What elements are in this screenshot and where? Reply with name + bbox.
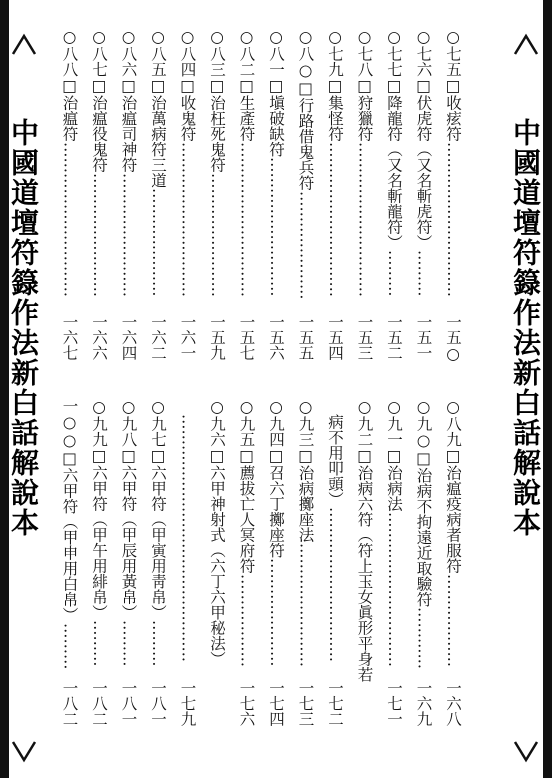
square-marker-icon: □ [60,77,79,95]
leader-dots: ………………………… [178,141,197,297]
chevron-ornament-icon [512,30,540,58]
leader-dots: ………………………………………… [178,414,197,662]
toc-entry [354,398,376,682]
toc-entry-number: ○八四 [178,28,197,77]
toc-entry [118,28,140,297]
toc-entry-title: 治病不拘遠近取驗符 [414,467,433,607]
toc-entry-title: 行路借鬼兵符 [296,97,315,191]
toc-entry [265,28,287,297]
toc-entry-number: ○七九 [326,28,344,77]
toc-page-number: 一五三 [355,314,374,361]
toc-entry-number: ○八三 [208,28,226,77]
leader-dots: ………………………… [326,507,344,662]
toc-page-number: 一六七 [60,314,79,361]
right-border-bar [543,0,552,778]
toc-entry-number: ○九九 [90,398,108,447]
square-marker-icon: □ [355,447,374,465]
toc-entry-number: ○七八 [355,28,374,77]
toc-entry-number: ○八○ [296,28,315,80]
toc-page-number: 一八二 [60,680,79,727]
square-marker-icon: □ [385,77,403,95]
toc-entry [413,28,435,297]
leader-dots: ………………………… [60,141,79,297]
leader-dots: …………………… [119,172,138,297]
chevron-ornament-icon [512,738,540,766]
toc-entry [324,28,346,297]
square-marker-icon: □ [267,77,285,95]
toc-entry-number: ○八六 [119,28,138,77]
toc-entry-title: 治萬病符三道 [149,95,167,188]
toc-page-number: 一八一 [149,680,167,727]
leader-dots: ………………………… [237,141,256,297]
toc-page-number: 一七六 [237,680,256,727]
toc-page-number: 一五七 [237,314,256,361]
toc-entry-number: ○八八 [60,28,79,77]
square-marker-icon: □ [208,77,226,95]
toc-entry-title: 生產符 [237,95,256,142]
toc-entry [59,28,81,297]
toc-entry-number: ○九六 [208,398,226,447]
toc-page-number: 一七四 [267,680,285,727]
toc-entry-number: ○八九 [444,398,462,447]
toc-entry-title: 治瘟司神符 [119,95,138,173]
square-marker-icon: □ [90,77,108,95]
toc-entry-number: ○九五 [237,398,256,447]
leader-dots: ……… [60,622,79,669]
leader-dots: ………………………… [326,141,344,297]
toc-entry-number: ○八二 [237,28,256,77]
toc-entry-title: 治病法 [385,465,403,512]
toc-entry [147,28,169,297]
leader-dots: …………………… [90,172,108,297]
toc-entry-number: ○七六 [414,28,433,77]
leader-dots: …………………… [296,542,315,667]
toc-page-number: 一八一 [119,680,138,727]
toc-entry [324,414,346,662]
toc-page-number: 一六九 [414,680,433,727]
toc-page-number: 一五○ [444,314,462,363]
toc-entry-title: 治病六符（符上玉女眞形平身若 [355,465,374,682]
toc-entry-title: 集怪符 [326,95,344,142]
toc-page-number: 一六二 [149,314,167,361]
toc-page-number: 一五四 [326,314,344,361]
square-marker-icon: □ [119,77,138,95]
toc-entry [236,398,258,667]
leader-dots: ………………… [296,190,315,299]
square-marker-icon: □ [444,447,462,465]
leader-dots: ………………………… [444,141,462,297]
toc-entry-title: 塡破缺符 [267,95,285,157]
toc-entry-title: 收痃符 [444,95,462,142]
square-marker-icon: □ [385,447,403,465]
toc-page-number: 一五九 [208,314,226,361]
toc-entry [206,398,228,667]
toc-page-number: 一七九 [178,680,197,727]
toc-entry-title: 伏虎符（又名斬虎符） [414,95,433,250]
square-marker-icon: □ [414,449,433,468]
toc-entry-title: 病不用叩頭） [326,414,344,507]
toc-entry-title: 六甲符（甲申用白帛） [60,467,79,623]
toc-page-number: 一七三 [296,680,315,727]
toc-entry [177,28,199,297]
toc-entry-number: ○七七 [385,28,403,77]
toc-entry [88,398,110,667]
toc-entry [177,414,199,662]
toc-entry-number: ○九三 [296,398,315,447]
toc-entry [383,398,405,667]
toc-page-number: 一七一 [385,680,403,727]
leader-dots: …………………… [208,172,226,297]
toc-entry [383,28,405,297]
leader-dots: ……… [119,620,138,667]
toc-entry [59,398,81,669]
square-marker-icon: □ [178,77,197,95]
square-marker-icon: □ [149,447,167,465]
leader-dots: ……… [414,250,433,297]
leader-dots: ………………………… [355,141,374,297]
toc-page-number: 一六一 [178,314,197,361]
toc-entry-number: ○八七 [90,28,108,77]
toc-page-number: 一五六 [267,314,285,361]
chevron-ornament-icon [10,30,38,58]
book-title-left: 中國道壇符籙作法新白話解說本 [7,118,40,538]
toc-entry-number: ○九八 [119,398,138,447]
toc-entry-number: ○九一 [385,398,403,447]
toc-entry [88,28,110,297]
toc-entry [206,28,228,297]
toc-entry-title: 治瘟役鬼符 [90,95,108,173]
square-marker-icon: □ [296,79,315,98]
leader-dots: ………………… [149,188,167,297]
toc-page-number: 一五一 [414,314,433,361]
leader-dots: ……… [90,620,108,667]
toc-page-number: 一七二 [326,680,344,727]
toc-entry-number: ○七五 [444,28,462,77]
toc-entry-number: ○八五 [149,28,167,77]
square-marker-icon: □ [237,77,256,95]
toc-entry [413,398,435,669]
square-marker-icon: □ [90,447,108,465]
square-marker-icon: □ [208,447,226,465]
toc-entry-title: 六甲符（甲辰用黃帛） [119,465,138,620]
square-marker-icon: □ [414,77,433,95]
toc-entry-title: 治枉死鬼符 [208,95,226,173]
toc-entry [442,398,464,667]
square-marker-icon: □ [237,447,256,465]
toc-entry-number: ○九二 [355,398,374,447]
toc-entry-title: 治病擲座法 [296,465,315,543]
square-marker-icon: □ [60,449,79,468]
toc-entry [236,28,258,297]
leader-dots: ……………… [237,573,256,667]
toc-entry-number: ○九○ [414,398,433,450]
toc-entry [265,398,287,667]
toc-entry-title: 六甲符（甲寅用靑帛） [149,465,167,620]
toc-page-number: 一六六 [90,314,108,361]
toc-entry-title: 狩獵符 [355,95,374,142]
toc-entry-title: 六甲神射式（六丁六甲秘法） [208,465,226,667]
toc-entry [442,28,464,297]
toc-page-number: 一六八 [444,680,462,727]
leader-dots: ………………………… [385,511,403,667]
toc-entry [295,28,317,299]
square-marker-icon: □ [267,447,285,465]
toc-entry [354,28,376,297]
toc-page-number: 一六四 [119,314,138,361]
square-marker-icon: □ [355,77,374,95]
leader-dots: ………………… [267,558,285,667]
leader-dots: ……………… [444,573,462,667]
toc-entry [118,398,140,667]
toc-entry-title: 治瘟疫病者服符 [444,465,462,574]
square-marker-icon: □ [149,77,167,95]
leader-dots: ……… [149,620,167,667]
toc-page-number: 一五五 [296,314,315,361]
leader-dots: ………… [414,607,433,669]
square-marker-icon: □ [326,77,344,95]
toc-entry-title: 六甲符（甲午用緋帛） [90,465,108,620]
toc-page-number: 一五二 [385,314,403,361]
book-title-right: 中國道壇符籙作法新白話解說本 [509,118,542,538]
toc-entry-title: 召六丁擲座符 [267,465,285,558]
toc-page-number: 一八二 [90,680,108,727]
toc-entry-number: 一○○ [60,398,79,450]
toc-entry-number: ○八一 [267,28,285,77]
square-marker-icon: □ [119,447,138,465]
toc-entry-title: 薦拔亡人冥府符 [237,465,256,574]
toc-entry-title: 治瘟符 [60,95,79,142]
square-marker-icon: □ [296,447,315,465]
toc-entry-number: ○九四 [267,398,285,447]
toc-entry-title: 降龍符（又名斬龍符） [385,95,403,250]
leader-dots: ……………………… [267,157,285,297]
toc-entry-number: ○九七 [149,398,167,447]
toc-entry [295,398,317,667]
toc-entry [147,398,169,667]
toc-entry-title: 收鬼符 [178,95,197,142]
chevron-ornament-icon [10,738,38,766]
leader-dots: ……… [385,250,403,297]
square-marker-icon: □ [444,77,462,95]
